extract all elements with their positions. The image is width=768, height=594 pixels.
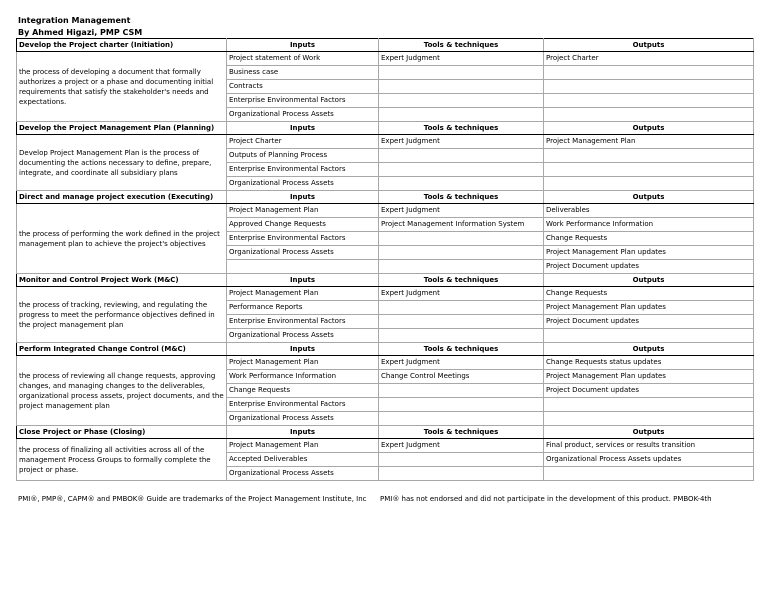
output-item: Change Requests (544, 287, 754, 301)
input-item: Enterprise Environmental Factors (227, 398, 379, 412)
input-item: Accepted Deliverables (227, 453, 379, 467)
output-item: Project Management Plan (544, 135, 754, 149)
input-item: Enterprise Environmental Factors (227, 232, 379, 246)
section-header-row (17, 343, 754, 356)
input-item: Organizational Process Assets (227, 467, 379, 481)
input-item: Organizational Process Assets (227, 108, 379, 122)
inputs-header: Inputs (227, 39, 379, 52)
tool-item (379, 80, 544, 94)
output-item: Deliverables (544, 204, 754, 218)
input-item: Project Management Plan (227, 287, 379, 301)
tools-header: Tools & techniques (379, 191, 544, 204)
input-item (227, 260, 379, 274)
tool-item (379, 232, 544, 246)
tool-item: Expert Judgment (379, 204, 544, 218)
tool-item: Expert Judgment (379, 52, 544, 66)
tool-item (379, 149, 544, 163)
input-item: Contracts (227, 80, 379, 94)
tools-header: Tools & techniques (379, 39, 544, 52)
outputs-header: Outputs (544, 39, 754, 52)
document-title: Integration Management (18, 16, 131, 25)
output-item: Project Charter (544, 52, 754, 66)
tool-item (379, 412, 544, 426)
tool-item (379, 398, 544, 412)
output-item (544, 163, 754, 177)
table-row (17, 204, 754, 218)
tools-header: Tools & techniques (379, 426, 544, 439)
inputs-header: Inputs (227, 122, 379, 135)
input-item: Business case (227, 66, 379, 80)
output-item: Project Document updates (544, 315, 754, 329)
output-item: Project Management Plan updates (544, 370, 754, 384)
inputs-header: Inputs (227, 343, 379, 356)
table-row (17, 287, 754, 301)
table-row (17, 356, 754, 370)
input-item: Project Management Plan (227, 356, 379, 370)
process-description: Develop Project Management Plan is the process of documenting the actions necessary to define, prepare, integrate, and coordinate all subsidiary plans (17, 135, 227, 191)
tools-header: Tools & techniques (379, 122, 544, 135)
process-description: the process of developing a document that formally authorizes a project or a phase and documenting initial requirements that satisfy the stakeholder's needs and expectations. (17, 52, 227, 122)
process-name: Monitor and Control Project Work (M&C) (17, 274, 227, 287)
process-description: the process of tracking, reviewing, and regulating the progress to meet the performance objectives defined in the project management plan (17, 287, 227, 343)
integration-management-table (16, 38, 754, 481)
tool-item (379, 163, 544, 177)
tools-header: Tools & techniques (379, 274, 544, 287)
disclaimer-footer: PMI® has not endorsed and did not participate in the development of this product. PMBOK-4th (380, 495, 712, 503)
input-item: Organizational Process Assets (227, 329, 379, 343)
outputs-header: Outputs (544, 274, 754, 287)
tool-item (379, 315, 544, 329)
tool-item (379, 94, 544, 108)
input-item: Enterprise Environmental Factors (227, 163, 379, 177)
input-item: Enterprise Environmental Factors (227, 315, 379, 329)
process-description: the process of finalizing all activities across all of the management Process Groups to formally complete the project or phase. (17, 439, 227, 481)
input-item: Project Charter (227, 135, 379, 149)
process-name: Develop the Project Management Plan (Planning) (17, 122, 227, 135)
tool-item (379, 108, 544, 122)
output-item: Project Management Plan updates (544, 301, 754, 315)
tool-item: Change Control Meetings (379, 370, 544, 384)
output-item: Change Requests (544, 232, 754, 246)
output-item: Organizational Process Assets updates (544, 453, 754, 467)
tool-item (379, 177, 544, 191)
tool-item (379, 329, 544, 343)
input-item: Performance Reports (227, 301, 379, 315)
output-item (544, 66, 754, 80)
tool-item: Expert Judgment (379, 356, 544, 370)
process-name: Perform Integrated Change Control (M&C) (17, 343, 227, 356)
tool-item (379, 301, 544, 315)
input-item: Enterprise Environmental Factors (227, 94, 379, 108)
output-item (544, 398, 754, 412)
output-item: Project Management Plan updates (544, 246, 754, 260)
input-item: Organizational Process Assets (227, 412, 379, 426)
input-item: Project Management Plan (227, 204, 379, 218)
section-header-row (17, 39, 754, 52)
output-item (544, 94, 754, 108)
input-item: Change Requests (227, 384, 379, 398)
tools-header: Tools & techniques (379, 343, 544, 356)
input-item: Approved Change Requests (227, 218, 379, 232)
output-item: Project Document updates (544, 384, 754, 398)
outputs-header: Outputs (544, 191, 754, 204)
inputs-header: Inputs (227, 274, 379, 287)
section-header-row (17, 122, 754, 135)
output-item (544, 149, 754, 163)
output-item (544, 177, 754, 191)
tool-item: Expert Judgment (379, 287, 544, 301)
input-item: Project Management Plan (227, 439, 379, 453)
process-name: Develop the Project charter (Initiation) (17, 39, 227, 52)
process-description: the process of performing the work defined in the project management plan to achieve the project's objectives (17, 204, 227, 274)
tool-item (379, 384, 544, 398)
tool-item (379, 453, 544, 467)
output-item: Work Performance Information (544, 218, 754, 232)
input-item: Organizational Process Assets (227, 177, 379, 191)
table-row (17, 135, 754, 149)
tool-item (379, 260, 544, 274)
outputs-header: Outputs (544, 122, 754, 135)
process-name: Close Project or Phase (Closing) (17, 426, 227, 439)
table-row (17, 439, 754, 453)
output-item: Project Document updates (544, 260, 754, 274)
outputs-header: Outputs (544, 426, 754, 439)
section-header-row (17, 274, 754, 287)
output-item (544, 108, 754, 122)
output-item (544, 467, 754, 481)
output-item (544, 412, 754, 426)
tool-item (379, 467, 544, 481)
output-item (544, 329, 754, 343)
input-item: Work Performance Information (227, 370, 379, 384)
process-name: Direct and manage project execution (Executing) (17, 191, 227, 204)
trademark-footer: PMI®, PMP®, CAPM® and PMBOK® Guide are trademarks of the Project Management Institute, Inc (18, 495, 367, 503)
tool-item: Project Management Information System (379, 218, 544, 232)
input-item: Outputs of Planning Process (227, 149, 379, 163)
table-row (17, 52, 754, 66)
tool-item: Expert Judgment (379, 135, 544, 149)
tool-item: Expert Judgment (379, 439, 544, 453)
outputs-header: Outputs (544, 343, 754, 356)
document-author: By Ahmed Higazi, PMP CSM (18, 28, 143, 37)
inputs-header: Inputs (227, 191, 379, 204)
input-item: Organizational Process Assets (227, 246, 379, 260)
output-item: Final product, services or results transition (544, 439, 754, 453)
section-header-row (17, 191, 754, 204)
inputs-header: Inputs (227, 426, 379, 439)
tool-item (379, 66, 544, 80)
tool-item (379, 246, 544, 260)
process-description: the process of reviewing all change requests, approving changes, and managing changes to the deliverables, organizational process assets, project documents, and the project management plan (17, 356, 227, 426)
section-header-row (17, 426, 754, 439)
input-item: Project statement of Work (227, 52, 379, 66)
output-item: Change Requests status updates (544, 356, 754, 370)
output-item (544, 80, 754, 94)
